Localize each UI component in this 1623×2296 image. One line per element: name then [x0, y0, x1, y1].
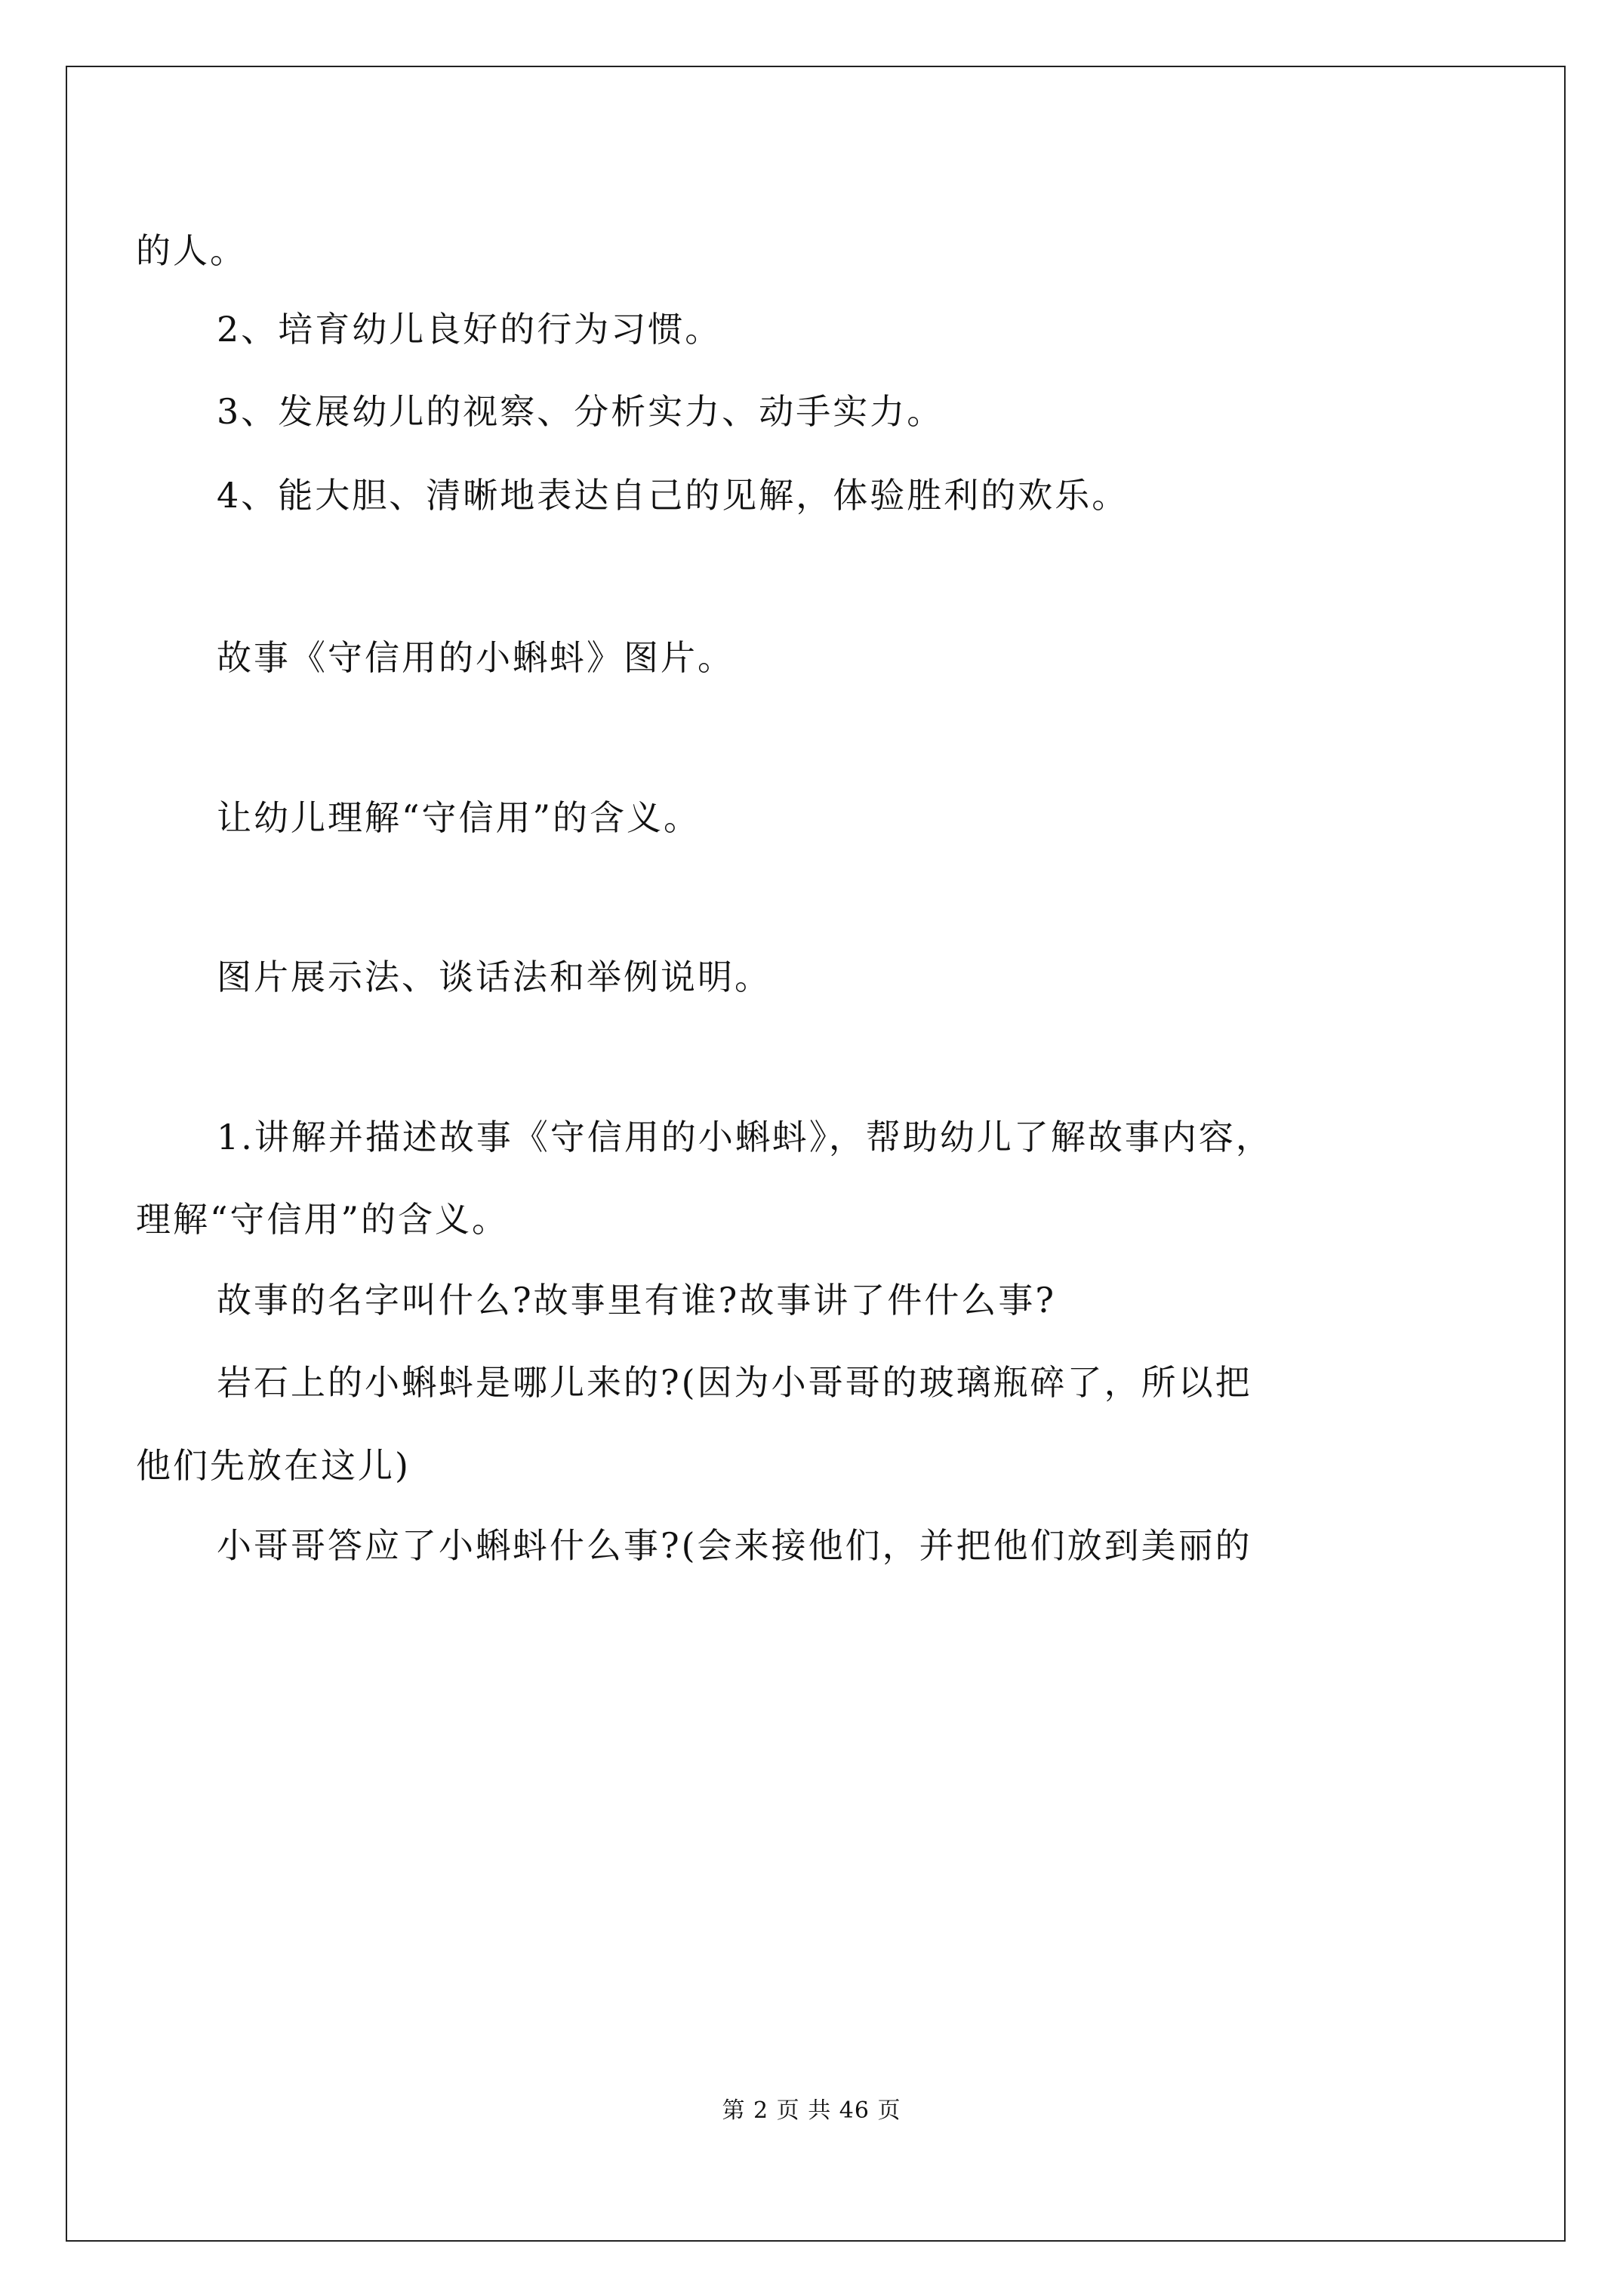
text-line: 让幼儿理解“守信用”的含义。 — [217, 797, 701, 838]
text-line: 4、能大胆、清晰地表达自己的见解，体验胜利的欢乐。 — [217, 475, 1129, 516]
text-line: 小哥哥答应了小蝌蚪什么事?(会来接他们，并把他们放到美丽的 — [217, 1525, 1252, 1566]
text-line: 3、发展幼儿的视察、分析实力、动手实力。 — [217, 391, 944, 432]
text-line: 理解“守信用”的含义。 — [136, 1199, 510, 1240]
text-line: 岩石上的小蝌蚪是哪儿来的?(因为小哥哥的玻璃瓶碎了，所以把 — [217, 1362, 1252, 1403]
text-line: 2、培育幼儿良好的行为习惯。 — [217, 309, 722, 350]
text-line: 图片展示法、谈话法和举例说明。 — [217, 957, 771, 997]
text-line: 故事的名字叫什么?故事里有谁?故事讲了件什么事? — [217, 1280, 1056, 1321]
page-footer: 第 2 页 共 46 页 — [722, 2097, 901, 2124]
text-line: 故事《守信用的小蝌蚪》图片。 — [217, 637, 735, 678]
text-line: 1.讲解并描述故事《守信用的小蝌蚪》，帮助幼儿了解故事内容， — [217, 1117, 1273, 1157]
text-line: 他们先放在这儿) — [136, 1445, 411, 1486]
text-line: 的人。 — [136, 230, 247, 271]
